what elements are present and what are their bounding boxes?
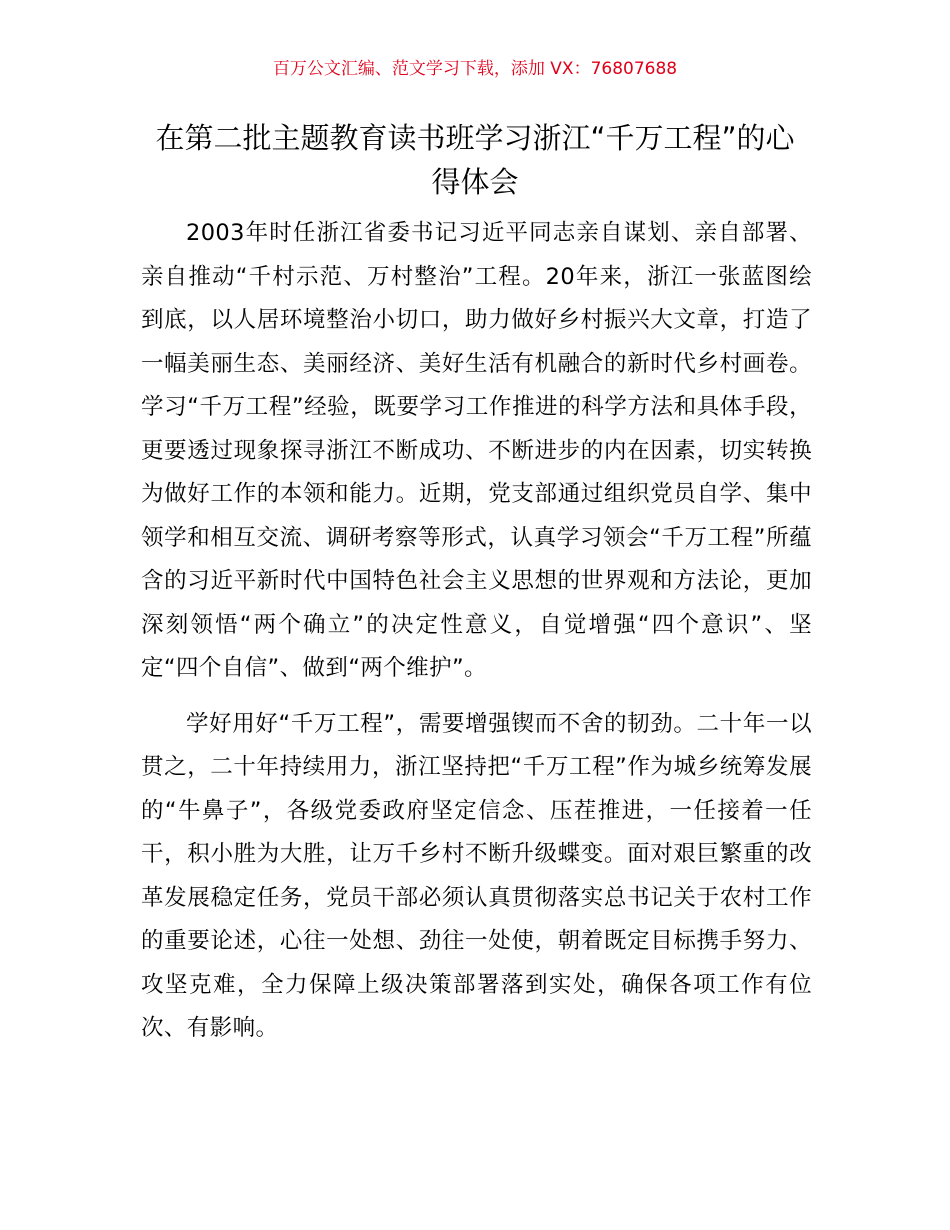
- header-download-note: 百万公文汇编、范文学习下载，添加 VX：76807688: [272, 59, 678, 79]
- document-body: [141, 212, 812, 1051]
- paragraph-1: 2003年时任浙江省委书记习近平同志亲自谋划、亲自部署、亲自推动“千村示范、万村整治”工程。20年来，浙江一张蓝图绘到底，以人居环境整治小切口，助力做好乡村振兴大文章，打造了一幅美丽生态、美丽经济、美好生活有机融合的新时代乡村画卷。学习“千万工程”经验，既要学习工作推进的科学方法和具体手段，更要透过现象探寻浙江不断成功、不断进步的内在因素，切实转换为做好工作的本领和能力。近期，党支部通过组织党员自学、集中领学和相互交流、调研考察等形式，认真学习领会“千万工程”所蕴含的习近平新时代中国特色社会主义思想的世界观和方法论，更加深刻领悟“两个确立”的决定性意义，自觉增强“四个意识”、坚定“四个自信”、做到“两个维护”。: [141, 220, 812, 681]
- document-title: 在第二批主题教育读书班学习浙江“千万工程”的心得体会: [155, 121, 795, 199]
- paragraph-2: 学好用好“千万工程”，需要增强锲而不舍的韧劲。二十年一以贯之，二十年持续用力，浙江坚持把“千万工程”作为城乡统筹发展的“牛鼻子”，各级党委政府坚定信念、压茬推进，一任接着一任干，积小胜为大胜，让万千乡村不断升级蝶变。面对艰巨繁重的改革发展稳定任务，党员干部必须认真贯彻落实总书记关于农村工作的重要论述，心往一处想、劲往一处使，朝着既定目标携手努力、攻坚克难，全力保障上级决策部署落到实处，确保各项工作有位次、有影响。: [141, 710, 812, 1041]
